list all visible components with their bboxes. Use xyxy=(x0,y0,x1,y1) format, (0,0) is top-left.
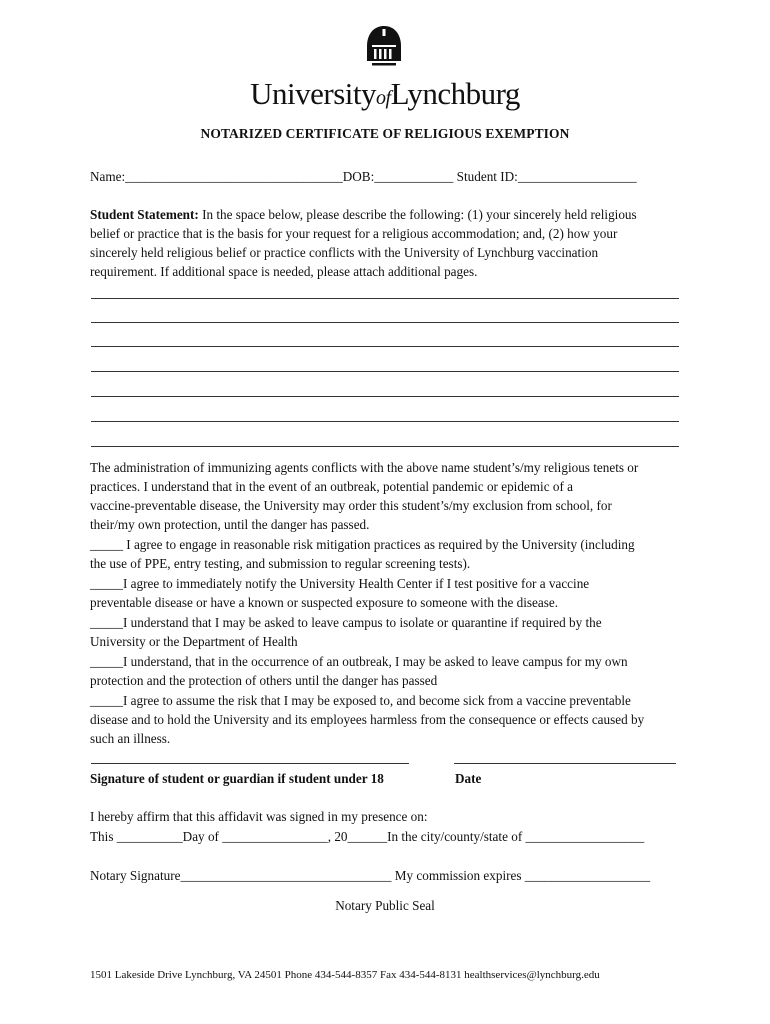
identity-fields-line[interactable]: Name:_________________________________DOB:____________ Student ID:__________________ xyxy=(90,169,637,184)
agreement-item-assume-risk[interactable]: _____I agree to assume the risk that I may be exposed to, and become sick from a vaccine preventable xyxy=(90,693,631,708)
agreement-item-notify[interactable]: _____I agree to immediately notify the University Health Center if I test positive for a vaccine xyxy=(90,576,590,591)
body-line: their/my own protection, until the danger has passed. xyxy=(90,517,370,532)
statement-label: Student Statement: xyxy=(90,207,199,222)
agreement-item-ppe[interactable]: _____ I agree to engage in reasonable risk mitigation practices as required by the University (including xyxy=(90,537,635,552)
agreement-item-leave-campus[interactable]: _____I understand, that in the occurrence of an outbreak, I may be asked to leave campus for my own xyxy=(90,654,628,669)
statement-line-1: Student Statement: In the space below, please describe the following: (1) your sincerely held religious xyxy=(90,207,637,222)
date-label: Date xyxy=(455,771,482,786)
date-line[interactable] xyxy=(454,763,676,764)
footer-contact: 1501 Lakeside Drive Lynchburg, VA 24501 Phone 434-544-8357 Fax 434-544-8131 healthservices@lynchburg.edu xyxy=(90,969,600,981)
university-logo-text: UniversityofLynchburg xyxy=(250,76,520,111)
statement-line-4: requirement. If additional space is needed, please attach additional pages. xyxy=(90,264,478,279)
answer-line[interactable] xyxy=(91,322,679,323)
answer-line[interactable] xyxy=(91,298,679,299)
agreement-item-quarantine[interactable]: _____I understand that I may be asked to leave campus to isolate or quarantine if required by the xyxy=(90,615,602,630)
body-line: preventable disease or have a known or suspected exposure to someone with the disease. xyxy=(90,595,559,610)
body-line: disease and to hold the University and its employees harmless from the consequence or effects caused by xyxy=(90,712,645,727)
statement-line-3: sincerely held religious belief or practice conflicts with the University of Lynchburg vaccination xyxy=(90,245,599,260)
body-line: the use of PPE, entry testing, and submission to regular screening tests). xyxy=(90,556,471,571)
body-line: practices. I understand that in the event of an outbreak, potential pandemic or epidemic of a xyxy=(90,479,573,494)
notary-signature-line[interactable]: Notary Signature________________________________ My commission expires ___________________ xyxy=(90,868,651,883)
answer-line[interactable] xyxy=(91,396,679,397)
notary-seal-label: Notary Public Seal xyxy=(335,898,435,913)
body-line: The administration of immunizing agents conflicts with the above name student’s/my religious tenets or xyxy=(90,460,639,475)
answer-line[interactable] xyxy=(91,346,679,347)
answer-line[interactable] xyxy=(91,371,679,372)
answer-line[interactable] xyxy=(91,446,679,447)
signature-label: Signature of student or guardian if student under 18 xyxy=(90,771,384,786)
document-title: NOTARIZED CERTIFICATE OF RELIGIOUS EXEMPTION xyxy=(200,126,570,141)
body-line: vaccine-preventable disease, the University may order this student’s/my exclusion from school, for xyxy=(90,498,612,513)
body-line: University or the Department of Health xyxy=(90,634,298,649)
affirmation-text: I hereby affirm that this affidavit was signed in my presence on: xyxy=(90,809,428,824)
answer-line[interactable] xyxy=(91,421,679,422)
affirmation-date-line[interactable]: This __________Day of ________________, 20______In the city/county/state of __________________ xyxy=(90,829,645,844)
university-building-icon xyxy=(364,25,404,69)
body-line: protection and the protection of others until the danger has passed xyxy=(90,673,438,688)
statement-line-2: belief or practice that is the basis for your request for a religious accommodation; and, (2) how your xyxy=(90,226,618,241)
signature-line[interactable] xyxy=(91,763,409,764)
body-line: such an illness. xyxy=(90,731,171,746)
